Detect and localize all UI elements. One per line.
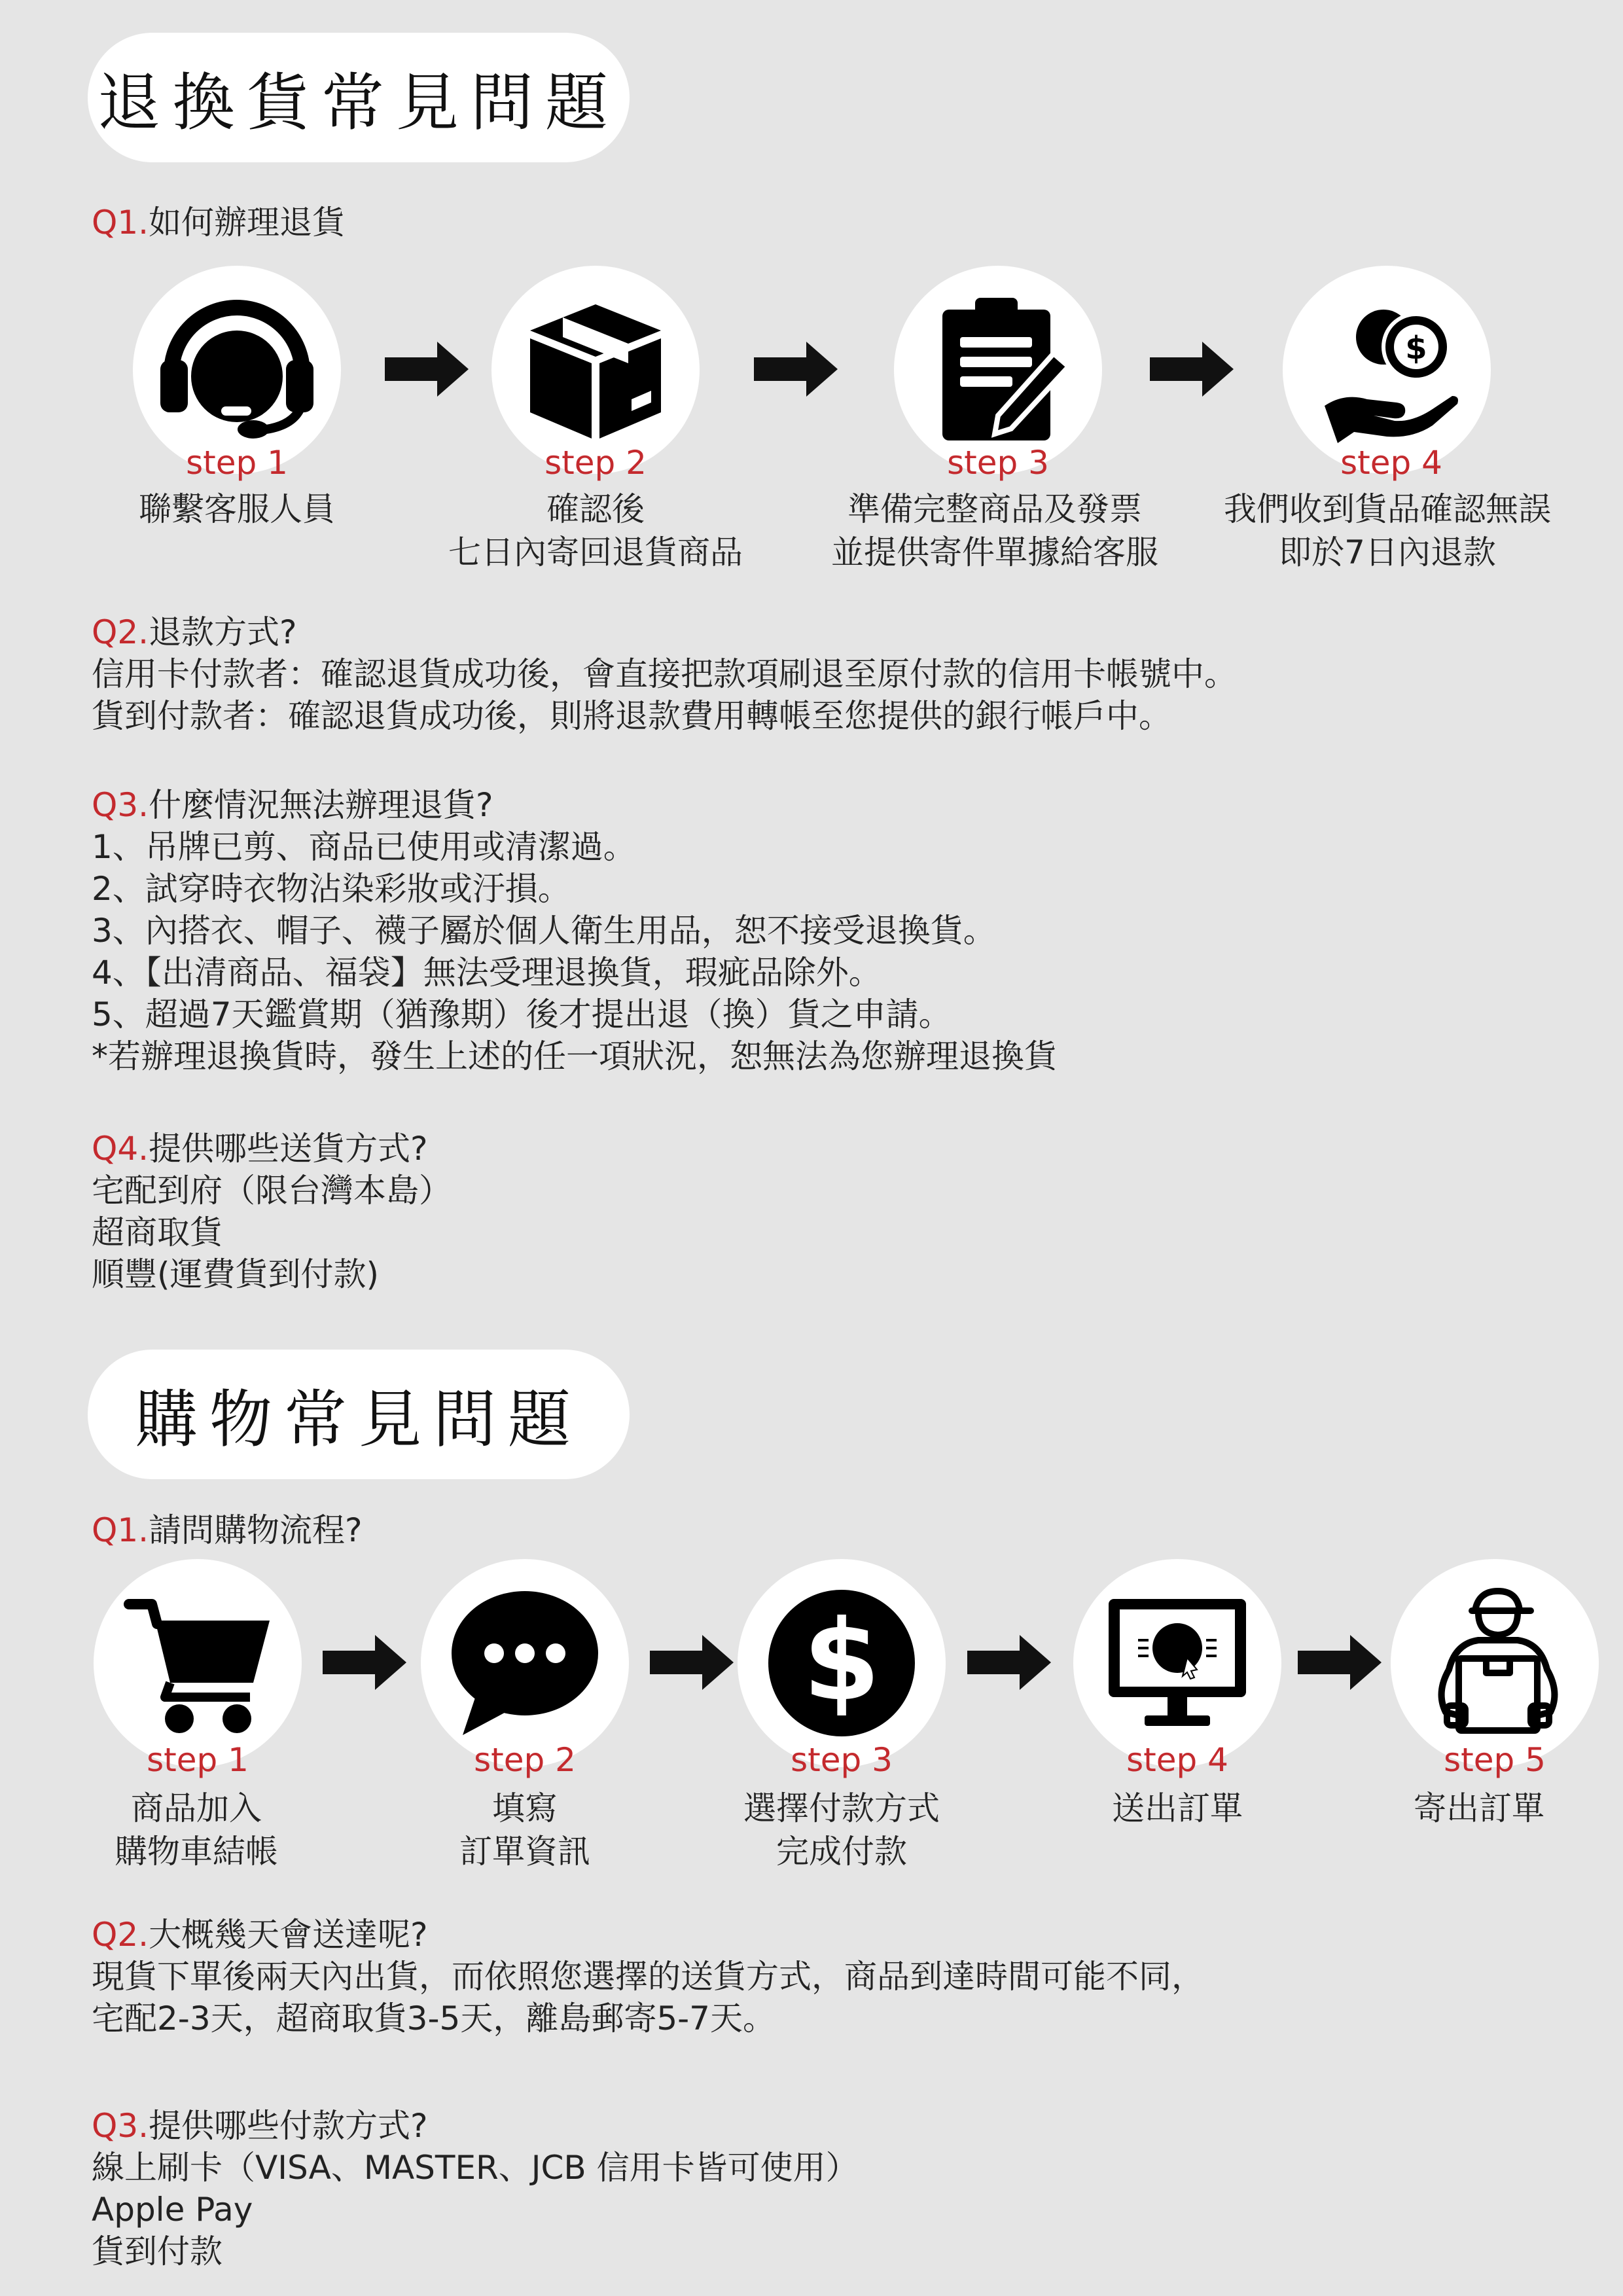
- question-text: 如何辦理退貨: [149, 204, 346, 242]
- box-icon: [517, 291, 674, 448]
- arrow-icon: [754, 342, 838, 397]
- answer-line: 超商取貨: [92, 1213, 223, 1251]
- question-text: 提供哪些送貨方式?: [149, 1130, 428, 1168]
- shop-step1-label: step 1: [147, 1741, 249, 1779]
- arrow-icon: [1150, 342, 1234, 397]
- shop-step3-label: step 3: [791, 1741, 893, 1779]
- question-number: Q2.: [92, 613, 149, 651]
- shopping-q2: [92, 1914, 1204, 2039]
- dollar-icon: [760, 1581, 923, 1745]
- returns-q4: [92, 1128, 452, 1295]
- question-number: Q4.: [92, 1130, 149, 1168]
- step-desc-line: 準備完整商品及發票: [847, 490, 1142, 528]
- return-step4-desc: [1178, 488, 1597, 574]
- step-desc-line: 即於7日內退款: [1279, 533, 1496, 571]
- step-desc-line: 並提供寄件單據給客服: [831, 533, 1158, 571]
- step-desc-line: 送出訂單: [1112, 1789, 1243, 1827]
- answer-line: 宅配到府（限台灣本島）: [92, 1172, 452, 1210]
- arrow-icon: [650, 1635, 734, 1690]
- returns-q3: [92, 784, 1057, 1077]
- answer-line: 線上刷卡（VISA、MASTER、JCB 信用卡皆可使用）: [92, 2149, 859, 2187]
- svg-text:$: $: [802, 1596, 881, 1726]
- question-text: 退款方式?: [149, 613, 297, 651]
- question-text: 什麼情況無法辦理退貨?: [149, 786, 493, 824]
- svg-text:$: $: [1405, 330, 1427, 367]
- clipboard-icon: [919, 291, 1077, 448]
- answer-line: 宅配2-3天，超商取貨3-5天，離島郵寄5-7天。: [92, 2000, 776, 2037]
- arrow-icon: [385, 342, 469, 397]
- arrow-icon: [1298, 1635, 1382, 1690]
- shop-step4-label: step 4: [1126, 1741, 1228, 1779]
- question-number: Q1.: [92, 1511, 149, 1549]
- question-number: Q1.: [92, 204, 149, 242]
- step-desc-line: 訂單資訊: [459, 1833, 590, 1871]
- answer-line: *若辦理退換貨時，發生上述的任一項狀況，恕無法為您辦理退換貨: [92, 1037, 1057, 1075]
- step-desc-line: 七日內寄回退貨商品: [448, 533, 743, 571]
- shop-step1-circle: [94, 1559, 302, 1767]
- return-step3-label: step 3: [947, 444, 1049, 482]
- returns-q1-heading: [92, 202, 345, 243]
- step-desc-line: 商品加入: [131, 1789, 262, 1827]
- cart-icon: [119, 1585, 276, 1742]
- returns-q2: [92, 611, 1237, 737]
- delivery-person-icon: [1413, 1581, 1577, 1745]
- answer-line: 4、【出清商品、福袋】無法受理退換貨，瑕疵品除外。: [92, 954, 882, 992]
- shopping-title: 購物常見問題: [135, 1382, 582, 1456]
- answer-line: 貨到付款: [92, 2233, 223, 2270]
- answer-line: 2、試穿時衣物沾染彩妝或汙損。: [92, 870, 571, 908]
- question-text: 大概幾天會送達呢?: [149, 1916, 428, 1954]
- shop-step5-circle: [1391, 1559, 1599, 1767]
- answer-line: 順豐(運費貨到付款): [92, 1255, 380, 1293]
- step-desc-line: 完成付款: [776, 1833, 907, 1871]
- shop-step3-circle: [738, 1559, 946, 1767]
- answer-line: 3、內搭衣、帽子、襪子屬於個人衛生用品，恕不接受退換貨。: [92, 912, 996, 950]
- answer-line: Apple Pay: [92, 2191, 253, 2229]
- answer-line: 1、吊牌已剪、商品已使用或清潔過。: [92, 828, 636, 866]
- return-step1-label: step 1: [186, 444, 288, 482]
- question-number: Q3.: [92, 786, 149, 824]
- returns-title: 退換貨常見問題: [98, 65, 620, 139]
- answer-line: 現貨下單後兩天內出貨，而依照您選擇的送貨方式，商品到達時間可能不同，: [92, 1958, 1204, 1996]
- question-text: 提供哪些付款方式?: [149, 2107, 428, 2145]
- shopping-title-pill: [88, 1350, 630, 1479]
- shop-step4-circle: [1073, 1559, 1281, 1767]
- refund-icon: [1308, 291, 1465, 448]
- step-desc-line: 填寫: [492, 1789, 558, 1827]
- shop-step2-circle: [421, 1559, 629, 1767]
- arrow-icon: [967, 1635, 1051, 1690]
- return-step3-desc: [785, 488, 1204, 574]
- question-number: Q3.: [92, 2107, 149, 2145]
- step-desc-line: 選擇付款方式: [743, 1789, 940, 1827]
- answer-line: 貨到付款者：確認退貨成功後，則將退款費用轉帳至您提供的銀行帳戶中。: [92, 697, 1171, 735]
- shop-step5-label: step 5: [1444, 1741, 1546, 1779]
- return-step4-label: step 4: [1340, 444, 1442, 482]
- monitor-icon: [1099, 1585, 1256, 1742]
- shopping-q1-heading: [92, 1509, 363, 1551]
- step-desc-line: 確認後: [546, 490, 645, 528]
- returns-title-pill: [88, 33, 630, 162]
- question-number: Q2.: [92, 1916, 149, 1954]
- shopping-q3: [92, 2105, 859, 2272]
- step-desc-line: 購物車結帳: [115, 1833, 278, 1871]
- step-desc-line: 我們收到貨品確認無誤: [1224, 490, 1551, 528]
- return-step1-desc: [27, 488, 446, 531]
- return-step2-label: step 2: [544, 444, 647, 482]
- step-desc-line: 寄出訂單: [1414, 1789, 1544, 1827]
- shop-step5-desc: [1283, 1787, 1623, 1830]
- arrow-icon: [323, 1635, 406, 1690]
- headset-icon: [149, 281, 325, 458]
- shop-step2-label: step 2: [474, 1741, 576, 1779]
- question-text: 請問購物流程?: [149, 1511, 363, 1549]
- return-step2-desc: [386, 488, 805, 574]
- answer-line: 5、超過7天鑑賞期（猶豫期）後才提出退（換）貨之申請。: [92, 996, 952, 1033]
- answer-line: 信用卡付款者：確認退貨成功後，會直接把款項刷退至原付款的信用卡帳號中。: [92, 655, 1237, 693]
- chat-bubble-icon: [443, 1581, 607, 1745]
- step-desc-line: 聯繫客服人員: [139, 490, 335, 528]
